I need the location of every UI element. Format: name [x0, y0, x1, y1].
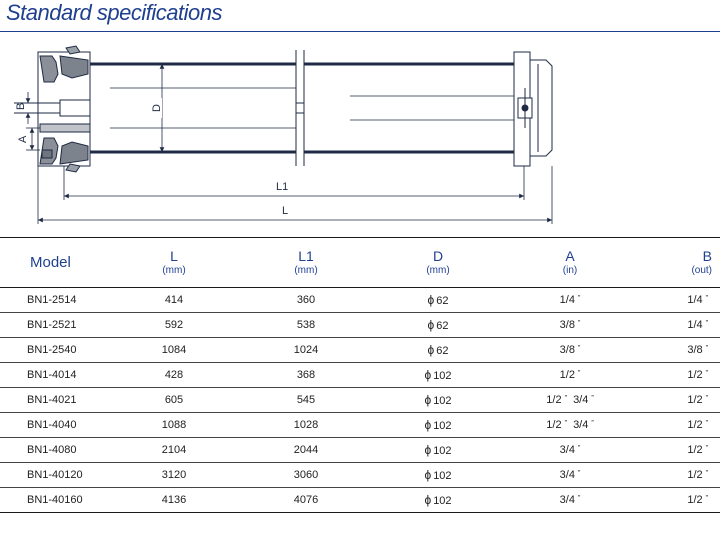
l-value: 605	[164, 394, 184, 406]
cell-b	[636, 313, 720, 338]
cell-l1	[240, 388, 372, 413]
model-value: BN1-40160	[27, 494, 83, 506]
cell-l	[108, 488, 240, 513]
dimension-a	[17, 128, 40, 150]
header-l1-unit: (mm)	[294, 264, 318, 276]
table-row	[0, 338, 720, 363]
dimension-l1-label: L1	[276, 181, 289, 193]
l-value: 3120	[161, 469, 187, 481]
diameter-symbol-icon: ϕ	[424, 393, 432, 407]
cell-l	[108, 288, 240, 313]
specifications-table-body	[0, 288, 720, 513]
b-value: 1/2	[687, 444, 703, 456]
cell-d	[372, 338, 504, 363]
l1-value: 4076	[293, 494, 319, 506]
cell-l	[108, 388, 240, 413]
diameter-symbol-icon: ϕ	[427, 343, 435, 357]
cell-l1	[240, 288, 372, 313]
a-value: 1/2	[546, 394, 562, 406]
cell-model	[0, 363, 108, 388]
header-d-label: D	[432, 247, 444, 264]
cell-l	[108, 363, 240, 388]
cell-a	[504, 413, 636, 438]
inch-mark-icon: ”	[705, 395, 708, 402]
b-value: 1/2	[687, 419, 703, 431]
header-b-label: B	[702, 247, 712, 264]
table-row	[0, 288, 720, 313]
dimension-b-label: B	[15, 102, 27, 110]
inch-mark-icon: ”	[705, 320, 708, 327]
d-value: 102	[433, 495, 452, 507]
header-l-label: L	[170, 247, 178, 264]
cell-model	[0, 413, 108, 438]
cell-a	[504, 388, 636, 413]
d-value: 102	[433, 370, 452, 382]
cell-b	[636, 288, 720, 313]
cell-d	[372, 413, 504, 438]
inch-mark-icon: ”	[564, 420, 567, 427]
cell-l	[108, 338, 240, 363]
b-value: 1/4	[687, 294, 703, 306]
inch-mark-icon: ”	[577, 370, 581, 377]
model-value: BN1-40120	[27, 469, 83, 481]
cell-b	[636, 438, 720, 463]
cell-a	[504, 313, 636, 338]
l1-value: 545	[296, 394, 316, 406]
a-value: 1/2	[546, 419, 562, 431]
cell-model	[0, 388, 108, 413]
d-value: 102	[433, 395, 452, 407]
cell-b	[636, 463, 720, 488]
dimension-a-label: A	[17, 135, 29, 143]
inch-mark-icon: ”	[564, 395, 567, 402]
l1-value: 538	[296, 319, 316, 331]
cell-model	[0, 463, 108, 488]
table-row	[0, 413, 720, 438]
a-value: 3/8	[559, 319, 575, 331]
a-value: 1/4	[559, 294, 575, 306]
dimension-b	[14, 92, 30, 124]
table-row	[0, 313, 720, 338]
model-value: BN1-2540	[27, 344, 77, 356]
cell-d	[372, 488, 504, 513]
l-value: 428	[164, 369, 184, 381]
diameter-symbol-icon: ϕ	[427, 293, 435, 307]
model-value: BN1-4014	[27, 369, 77, 381]
cell-b	[636, 388, 720, 413]
page-title: Standard specifications	[6, 0, 222, 25]
inch-mark-icon: ”	[577, 295, 581, 302]
cell-d	[372, 363, 504, 388]
l-value: 592	[164, 319, 184, 331]
l1-value: 360	[296, 294, 316, 306]
inch-mark-icon: ”	[705, 345, 708, 352]
table-header-row	[0, 238, 720, 288]
header-d	[372, 238, 504, 288]
dimension-l1	[64, 166, 524, 200]
cell-d	[372, 463, 504, 488]
header-b	[636, 238, 720, 288]
cell-model	[0, 438, 108, 463]
right-end-cap	[514, 52, 552, 166]
header-l	[108, 238, 240, 288]
diameter-symbol-icon: ϕ	[424, 368, 432, 382]
inch-mark-icon: ”	[577, 495, 581, 502]
inch-mark-icon: ”	[577, 345, 581, 352]
l-value: 414	[164, 294, 184, 306]
a-value: 1/2	[559, 369, 575, 381]
cell-a	[504, 463, 636, 488]
d-value: 62	[436, 320, 449, 332]
cell-b	[636, 363, 720, 388]
cell-model	[0, 338, 108, 363]
cell-d	[372, 438, 504, 463]
table-row	[0, 388, 720, 413]
cell-a	[504, 488, 636, 513]
header-l1	[240, 238, 372, 288]
b-value: 1/4	[687, 319, 703, 331]
inch-mark-icon: ”	[705, 370, 708, 377]
cell-l	[108, 438, 240, 463]
header-l-unit: (mm)	[162, 264, 186, 276]
cell-a	[504, 338, 636, 363]
inch-mark-icon: ”	[577, 320, 581, 327]
model-value: BN1-4040	[27, 419, 77, 431]
cell-l1	[240, 463, 372, 488]
b-value: 1/2	[687, 469, 703, 481]
a-value: 3/4	[559, 469, 575, 481]
a-value: 3/4	[559, 494, 575, 506]
d-value: 102	[433, 470, 452, 482]
dimension-d-label: D	[151, 104, 163, 112]
diameter-symbol-icon: ϕ	[427, 318, 435, 332]
d-value: 102	[433, 420, 452, 432]
a-value: 3/8	[559, 344, 575, 356]
inch-mark-icon: ”	[705, 295, 708, 302]
cell-l1	[240, 313, 372, 338]
model-value: BN1-4021	[27, 394, 77, 406]
cell-model	[0, 313, 108, 338]
cell-model	[0, 288, 108, 313]
diameter-symbol-icon: ϕ	[424, 418, 432, 432]
l-value: 4136	[161, 494, 187, 506]
b-value: 1/2	[687, 494, 703, 506]
l-value: 1088	[161, 419, 187, 431]
diameter-symbol-icon: ϕ	[424, 468, 432, 482]
header-model: Model	[30, 254, 71, 271]
d-value: 102	[433, 445, 452, 457]
cell-l	[108, 463, 240, 488]
a-value: 3/4	[559, 444, 575, 456]
cell-l	[108, 313, 240, 338]
l1-value: 2044	[293, 444, 319, 456]
inch-mark-icon: ”	[591, 395, 594, 402]
inch-mark-icon: ”	[705, 445, 708, 452]
cell-d	[372, 313, 504, 338]
cell-b	[636, 338, 720, 363]
cell-d	[372, 388, 504, 413]
cell-l1	[240, 338, 372, 363]
inch-mark-icon: ”	[577, 470, 581, 477]
d-value: 62	[436, 345, 449, 357]
l1-value: 3060	[293, 469, 319, 481]
diameter-symbol-icon: ϕ	[424, 443, 432, 457]
inch-mark-icon: ”	[591, 420, 594, 427]
b-value: 1/2	[687, 394, 703, 406]
cell-l	[108, 413, 240, 438]
dimension-l-label: L	[282, 205, 289, 217]
l-value: 2104	[161, 444, 187, 456]
header-a-unit: (in)	[562, 264, 578, 276]
a-value-alt: 3/4	[573, 419, 589, 431]
cell-d	[372, 288, 504, 313]
header-b-unit: (out)	[691, 264, 712, 276]
cell-a	[504, 363, 636, 388]
inch-mark-icon: ”	[705, 470, 708, 477]
l1-value: 1024	[293, 344, 319, 356]
cell-a	[504, 438, 636, 463]
vessel-technical-drawing	[0, 32, 720, 232]
diameter-symbol-icon: ϕ	[424, 493, 432, 507]
table-row	[0, 463, 720, 488]
l1-value: 1028	[293, 419, 319, 431]
l-value: 1084	[161, 344, 187, 356]
table-row	[0, 488, 720, 513]
cell-b	[636, 413, 720, 438]
table-row	[0, 363, 720, 388]
b-value: 3/8	[687, 344, 703, 356]
model-value: BN1-2521	[27, 319, 77, 331]
model-value: BN1-2514	[27, 294, 77, 306]
inch-mark-icon: ”	[577, 445, 581, 452]
table-row	[0, 438, 720, 463]
cell-l1	[240, 363, 372, 388]
inch-mark-icon: ”	[705, 495, 708, 502]
b-value: 1/2	[687, 369, 703, 381]
cell-model	[0, 488, 108, 513]
header-a-label: A	[565, 247, 575, 264]
cell-a	[504, 288, 636, 313]
cell-l1	[240, 488, 372, 513]
d-value: 62	[436, 295, 449, 307]
a-value-alt: 3/4	[573, 394, 589, 406]
model-value: BN1-4080	[27, 444, 77, 456]
l1-value: 368	[296, 369, 316, 381]
specifications-table	[0, 237, 720, 513]
header-a	[504, 238, 636, 288]
header-l1-label: L1	[298, 247, 314, 264]
inch-mark-icon: ”	[705, 420, 708, 427]
cell-l1	[240, 413, 372, 438]
cell-l1	[240, 438, 372, 463]
header-d-unit: (mm)	[426, 264, 450, 276]
dimension-l	[38, 166, 552, 224]
cell-b	[636, 488, 720, 513]
